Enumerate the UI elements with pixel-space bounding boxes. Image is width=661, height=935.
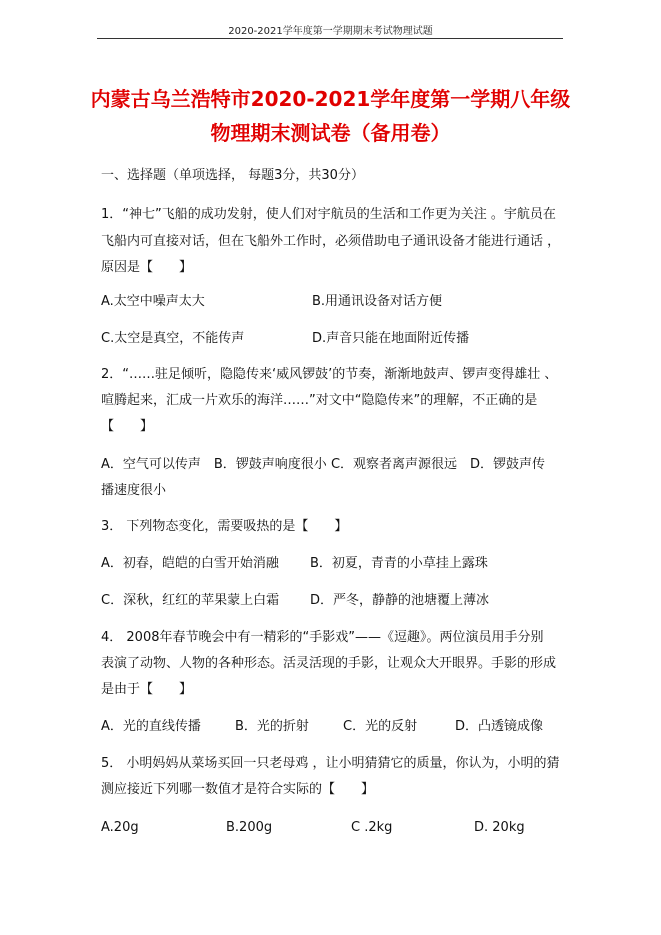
q4-line-3: 是由于【 】 [101,682,193,697]
q4-line-1: 4． 2008年春节晚会中有一精彩的“手影戏”——《逗趣》。两位演员用手分别 [101,630,544,645]
q1-line-3: 原因是【 】 [101,260,193,275]
q5-option-b: B.200g [226,820,273,835]
q4-option-d: D．凸透镜成像 [455,719,544,734]
q5-option-d: D. 20kg [474,820,525,835]
q3-option-c: C．深秋，红红的苹果蒙上白霜 [101,593,280,608]
q5-line-1: 5． 小明妈妈从菜场买回一只老母鸡 ，让小明猜猜它的质量，你认为，小明的猜 [101,756,560,771]
title-line-2: 物理期末测试卷（备用卷） [210,121,451,145]
q1-option-d: D.声音只能在地面附近传播 [312,331,470,346]
page-header: 2020-2021学年度第一学期期末考试物理试题 [228,26,433,37]
header-rule [97,38,563,39]
q1-option-b: B.用通讯设备对话方便 [312,294,443,309]
q2-options-line-1: A．空气可以传声 B．锣鼓声响度很小 C．观察者离声源很远 D．锣鼓声传 [101,457,546,472]
q1-line-2: 飞船内可直接对话，但在飞船外工作时，必须借助电子通讯设备才能进行通话 ， [101,234,561,249]
q3-option-d: D．严冬，静静的池塘覆上薄冰 [310,593,490,608]
q4-option-b: B．光的折射 [235,719,309,734]
q3-option-b: B．初夏，青青的小草挂上露珠 [310,556,488,571]
section-heading: 一、选择题（单项选择， 每题3分，共30分） [101,168,364,183]
q3-line-1: 3． 下列物态变化，需要吸热的是【 】 [101,519,348,534]
q5-option-c: C .2kg [351,820,393,835]
q2-line-3: 【 】 [101,419,154,434]
q4-option-c: C．光的反射 [343,719,418,734]
q3-option-a: A．初春，皑皑的白雪开始消融 [101,556,279,571]
q2-line-2: 喧腾起来，汇成一片欢乐的海洋……”对文中“隐隐传来”的理解，不正确的是 [101,393,538,408]
q1-line-1: 1．“神七”飞船的成功发射，使人们对宇航员的生活和工作更为关注 。宇航员在 [101,207,556,222]
q4-option-a: A．光的直线传播 [101,719,201,734]
q1-option-c: C.太空是真空，不能传声 [101,331,245,346]
q2-options-line-2: 播速度很小 [101,483,167,498]
q4-line-2: 表演了动物、人物的各种形态。活灵活现的手影，让观众大开眼界。手影的形成 [101,656,557,671]
title-line-1: 内蒙古乌兰浩特市2020-2021学年度第一学期八年级 [90,87,571,111]
q5-line-2: 测应接近下列哪一数值才是符合实际的【 】 [101,782,375,797]
q5-option-a: A.20g [101,820,139,835]
q1-option-a: A.太空中噪声太大 [101,294,205,309]
q2-line-1: 2．“……驻足倾听，隐隐传来‘威风锣鼓’的节奏，渐渐地鼓声、锣声变得雄壮 、 [101,367,558,382]
